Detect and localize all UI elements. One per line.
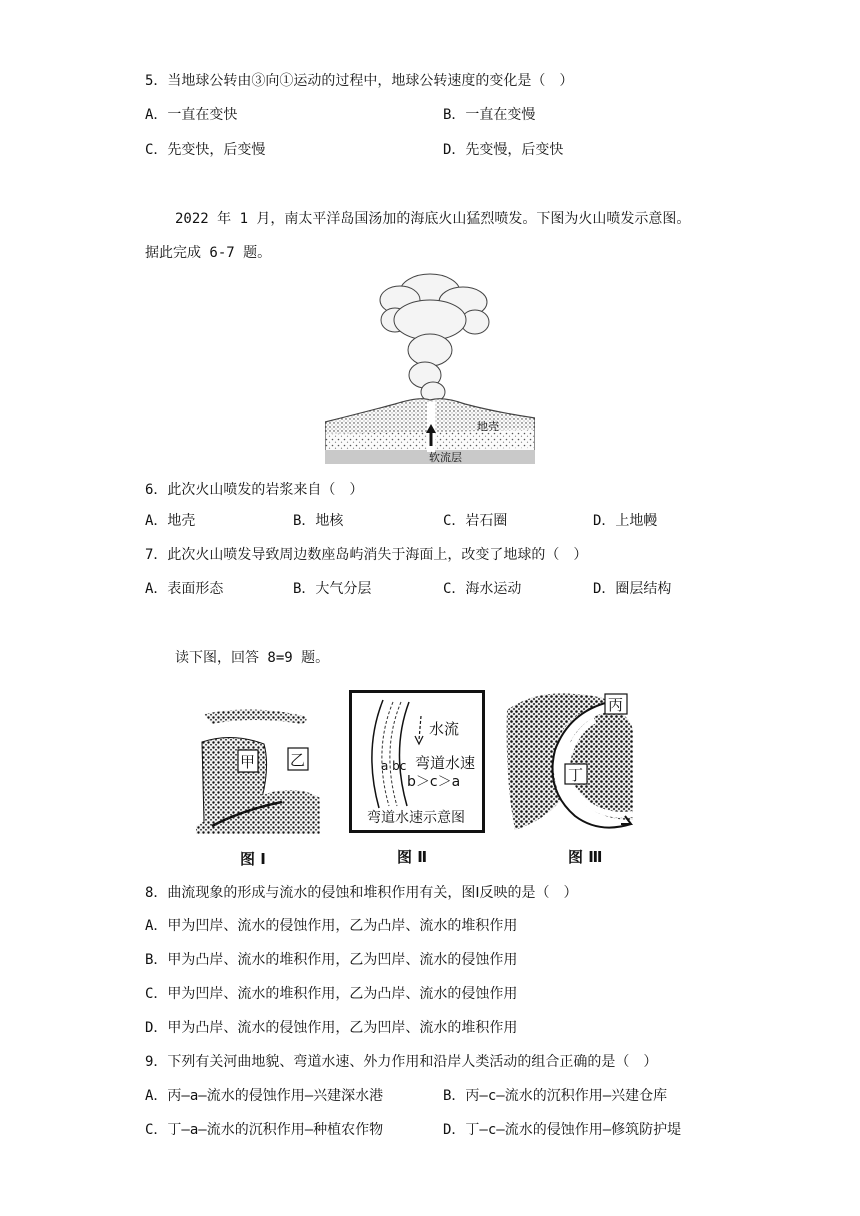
q6-option-b: B．地核: [293, 513, 344, 529]
q7-option-b: B．大气分层: [293, 581, 372, 597]
q8-option-c: C．甲为凹岸、流水的堆积作用，乙为凸岸、流水的侵蚀作用: [145, 986, 518, 1002]
abc-labels: a bc: [381, 759, 407, 773]
question-8-stem: 8．曲流现象的形成与流水的侵蚀和堆积作用有关，图Ⅰ反映的是（ ）: [145, 885, 578, 901]
label-bing: 丙: [608, 696, 624, 714]
intro-meander: 读下图，回答 8=9 题。: [175, 650, 330, 666]
q9-option-c: C．丁—a—流水的沉积作用—种植农作物: [145, 1122, 384, 1138]
q9-option-d: D．丁—c—流水的侵蚀作用—修筑防护堤: [443, 1122, 682, 1138]
q8-option-a: A．甲为凹岸、流水的侵蚀作用，乙为凸岸、流水的堆积作用: [145, 918, 518, 934]
q6-option-a: A．地壳: [145, 513, 196, 529]
speed-relation: b＞c＞a: [407, 774, 461, 790]
figure-3-caption: 图 Ⅲ: [568, 848, 603, 866]
label-yi: 乙: [290, 751, 306, 769]
crust-label: 地壳: [477, 420, 499, 433]
question-7-stem: 7．此次火山喷发导致周边数座岛屿消失于海面上，改变了地球的（ ）: [145, 547, 588, 563]
label-jia: 甲: [240, 753, 256, 771]
intro-volcano-line2: 据此完成 6-7 题。: [145, 245, 272, 261]
q8-option-d: D．甲为凸岸、流水的侵蚀作用，乙为凹岸、流水的堆积作用: [145, 1020, 518, 1036]
q6-option-c: C．岩石圈: [443, 513, 508, 529]
intro-volcano-line1: 2022 年 1 月，南太平洋岛国汤加的海底火山猛烈喷发。下图为火山喷发示意图。: [175, 211, 691, 227]
asthenosphere-label: 软流层: [429, 451, 462, 464]
figure-1-meander-banks: [192, 706, 322, 836]
q7-option-a: A．表面形态: [145, 581, 224, 597]
q8-option-b: B．甲为凸岸、流水的堆积作用，乙为凹岸、流水的侵蚀作用: [145, 952, 518, 968]
q9-option-b: B．丙—c—流水的沉积作用—兴建仓库: [443, 1088, 668, 1104]
q5-option-c: C．先变快，后变慢: [145, 142, 266, 158]
bend-speed-box-caption: 弯道水速示意图: [367, 810, 465, 826]
volcano-eruption-diagram: [325, 270, 535, 466]
q7-option-c: C．海水运动: [443, 581, 522, 597]
q5-option-a: A．一直在变快: [145, 107, 238, 123]
figure-2-bend-velocity: [349, 690, 485, 833]
question-6-stem: 6．此次火山喷发的岩浆来自（ ）: [145, 482, 364, 498]
question-5-stem: 5．当地球公转由③向①运动的过程中，地球公转速度的变化是（ ）: [145, 73, 574, 89]
q6-option-d: D．上地幔: [593, 513, 658, 529]
figure-3-meander-map: [505, 690, 635, 840]
label-ding: 丁: [568, 766, 584, 784]
water-flow-label: 水流: [429, 720, 460, 738]
q5-option-d: D．先变慢，后变快: [443, 142, 564, 158]
q7-option-d: D．圈层结构: [593, 581, 672, 597]
figure-1-caption: 图 Ⅰ: [240, 850, 266, 868]
figure-2-caption: 图 Ⅱ: [397, 848, 428, 866]
question-9-stem: 9．下列有关河曲地貌、弯道水速、外力作用和沿岸人类活动的组合正确的是（ ）: [145, 1054, 658, 1070]
bend-speed-title: 弯道水速: [415, 754, 476, 772]
q5-option-b: B．一直在变慢: [443, 107, 536, 123]
q9-option-a: A．丙—a—流水的侵蚀作用—兴建深水港: [145, 1088, 384, 1104]
